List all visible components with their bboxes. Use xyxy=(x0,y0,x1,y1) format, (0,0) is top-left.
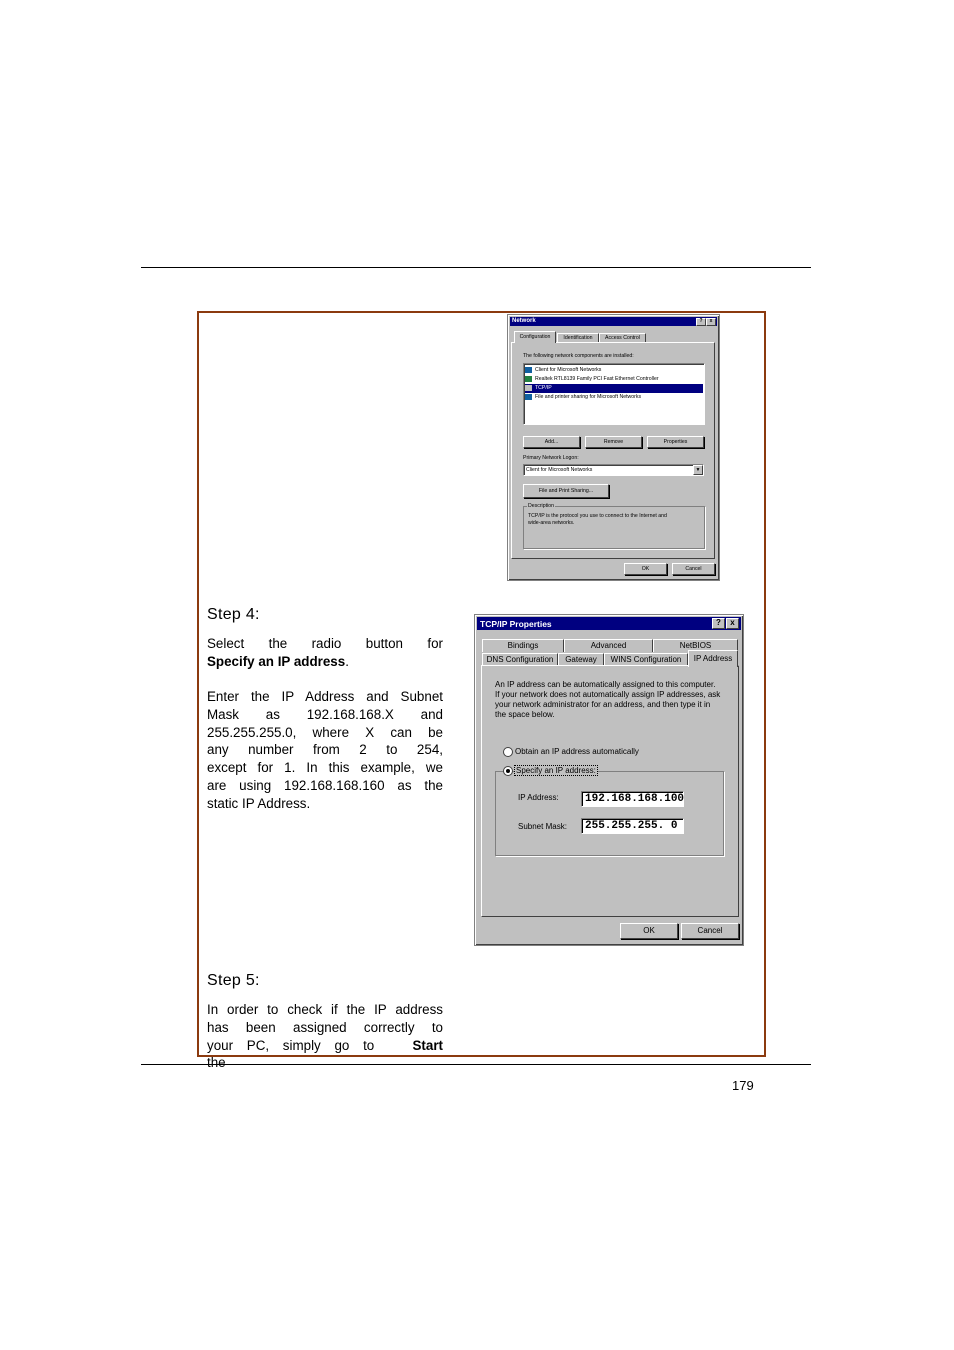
description-text-2: wide-area networks. xyxy=(528,520,575,526)
tab-gateway[interactable]: Gateway xyxy=(558,653,604,666)
properties-button[interactable]: Properties xyxy=(647,436,704,448)
intro-line: An IP address can be automatically assigned to this computer. xyxy=(495,680,716,689)
help-button[interactable]: ? xyxy=(696,318,706,326)
step4-para-line: Mask as 192.168.168.X and xyxy=(207,706,443,722)
specify-ip-group xyxy=(495,771,724,856)
close-button[interactable]: x xyxy=(726,618,739,629)
step4-para-line: except for 1. In this example, we xyxy=(207,760,443,776)
radio-obtain-label[interactable]: Obtain an IP address automatically xyxy=(515,747,639,756)
subnet-mask-input[interactable]: 255.255.255. 0 xyxy=(581,818,684,834)
list-item-sharing[interactable]: File and printer sharing for Microsoft Networks xyxy=(525,393,703,402)
step4-para-line: static IP Address. xyxy=(207,795,311,811)
radio-specify-label[interactable]: Specify an IP address: xyxy=(516,766,596,775)
tab-identification[interactable]: Identification xyxy=(557,333,599,343)
step4-line: Specify an IP address. xyxy=(207,653,349,669)
ok-button[interactable]: OK xyxy=(624,563,667,575)
step4-para-line: Enter the IP Address and Subnet xyxy=(207,689,443,704)
step5-paragraph xyxy=(207,1001,443,1072)
components-list[interactable] xyxy=(523,363,705,425)
tab-bindings[interactable]: Bindings xyxy=(482,639,564,652)
network-dialog xyxy=(507,314,720,581)
adapter-icon xyxy=(525,376,532,382)
ip-address-label: IP Address: xyxy=(518,793,559,802)
step4-para-line: any number from 2 to 254, xyxy=(207,742,443,758)
tab-dns-configuration[interactable]: DNS Configuration xyxy=(482,653,558,666)
step5-heading: Step 5: xyxy=(207,972,260,989)
step5-line: has been assigned correctly to xyxy=(207,1019,443,1035)
step4-paragraph xyxy=(207,688,443,813)
tab-netbios[interactable]: NetBIOS xyxy=(653,639,738,652)
network-titlebar xyxy=(510,317,717,326)
list-item-tcpip[interactable]: TCP/IP xyxy=(525,384,703,393)
description-label: Description xyxy=(528,503,554,509)
start-emphasis: Start xyxy=(412,1037,443,1053)
file-print-sharing-button[interactable]: File and Print Sharing... xyxy=(523,484,609,498)
step4-para-line: 255.255.255.0, where X can be xyxy=(207,724,443,740)
radio-obtain-automatically[interactable] xyxy=(503,747,513,757)
ip-address-input[interactable]: 192.168.168.100 xyxy=(581,791,684,807)
page-number: 179 xyxy=(732,1078,754,1093)
tab-wins-configuration[interactable]: WINS Configuration xyxy=(604,653,688,666)
remove-button[interactable]: Remove xyxy=(585,436,642,448)
close-button[interactable]: x xyxy=(706,318,716,326)
intro-line: your network administrator for an address, and then type it in xyxy=(495,700,711,709)
client-icon xyxy=(525,367,532,373)
tab-configuration[interactable]: Configuration xyxy=(514,331,556,343)
step4-heading: Step 4: xyxy=(207,606,260,623)
step4-para-line: are using 192.168.168.160 as the xyxy=(207,777,443,793)
step5-line: In order to check if the IP address xyxy=(207,1002,443,1017)
logon-label: Primary Network Logon: xyxy=(523,455,579,461)
tab-advanced[interactable]: Advanced xyxy=(564,639,653,652)
components-label: The following network components are installed: xyxy=(523,353,634,359)
list-item-client[interactable]: Client for Microsoft Networks xyxy=(525,366,703,375)
help-button[interactable]: ? xyxy=(712,618,725,629)
tab-access-control[interactable]: Access Control xyxy=(599,333,646,343)
protocol-icon xyxy=(525,385,532,391)
intro-line: If your network does not automatically assign IP addresses, ask xyxy=(495,690,721,699)
intro-line: the space below. xyxy=(495,710,555,719)
subnet-mask-label: Subnet Mask: xyxy=(518,822,567,831)
cancel-button[interactable]: Cancel xyxy=(672,563,715,575)
network-title: Network xyxy=(512,318,536,324)
specify-ip-emphasis: Specify an IP address xyxy=(207,653,346,669)
tcpip-titlebar xyxy=(477,617,741,630)
step5-line: your PC, simply go to the Start xyxy=(207,1037,443,1071)
logon-select[interactable]: Client for Microsoft Networks ▼ xyxy=(523,464,704,476)
step4-instruction xyxy=(207,635,443,671)
step4-line: Select the radio button for xyxy=(207,636,443,651)
tcpip-title: TCP/IP Properties xyxy=(480,619,552,629)
radio-specify-ip[interactable] xyxy=(503,766,513,776)
add-button[interactable]: Add... xyxy=(523,436,580,448)
description-text-1: TCP/IP is the protocol you use to connect to the Internet and xyxy=(528,513,667,519)
list-item-adapter[interactable]: Realtek RTL8139 Family PCI Fast Ethernet Controller xyxy=(525,375,703,384)
tab-ip-address[interactable]: IP Address xyxy=(688,650,738,667)
chevron-down-icon[interactable]: ▼ xyxy=(693,465,703,475)
tcpip-dialog xyxy=(474,614,744,946)
ok-button[interactable]: OK xyxy=(620,923,678,939)
service-icon xyxy=(525,394,532,400)
cancel-button[interactable]: Cancel xyxy=(681,923,739,939)
top-rule xyxy=(141,267,811,268)
